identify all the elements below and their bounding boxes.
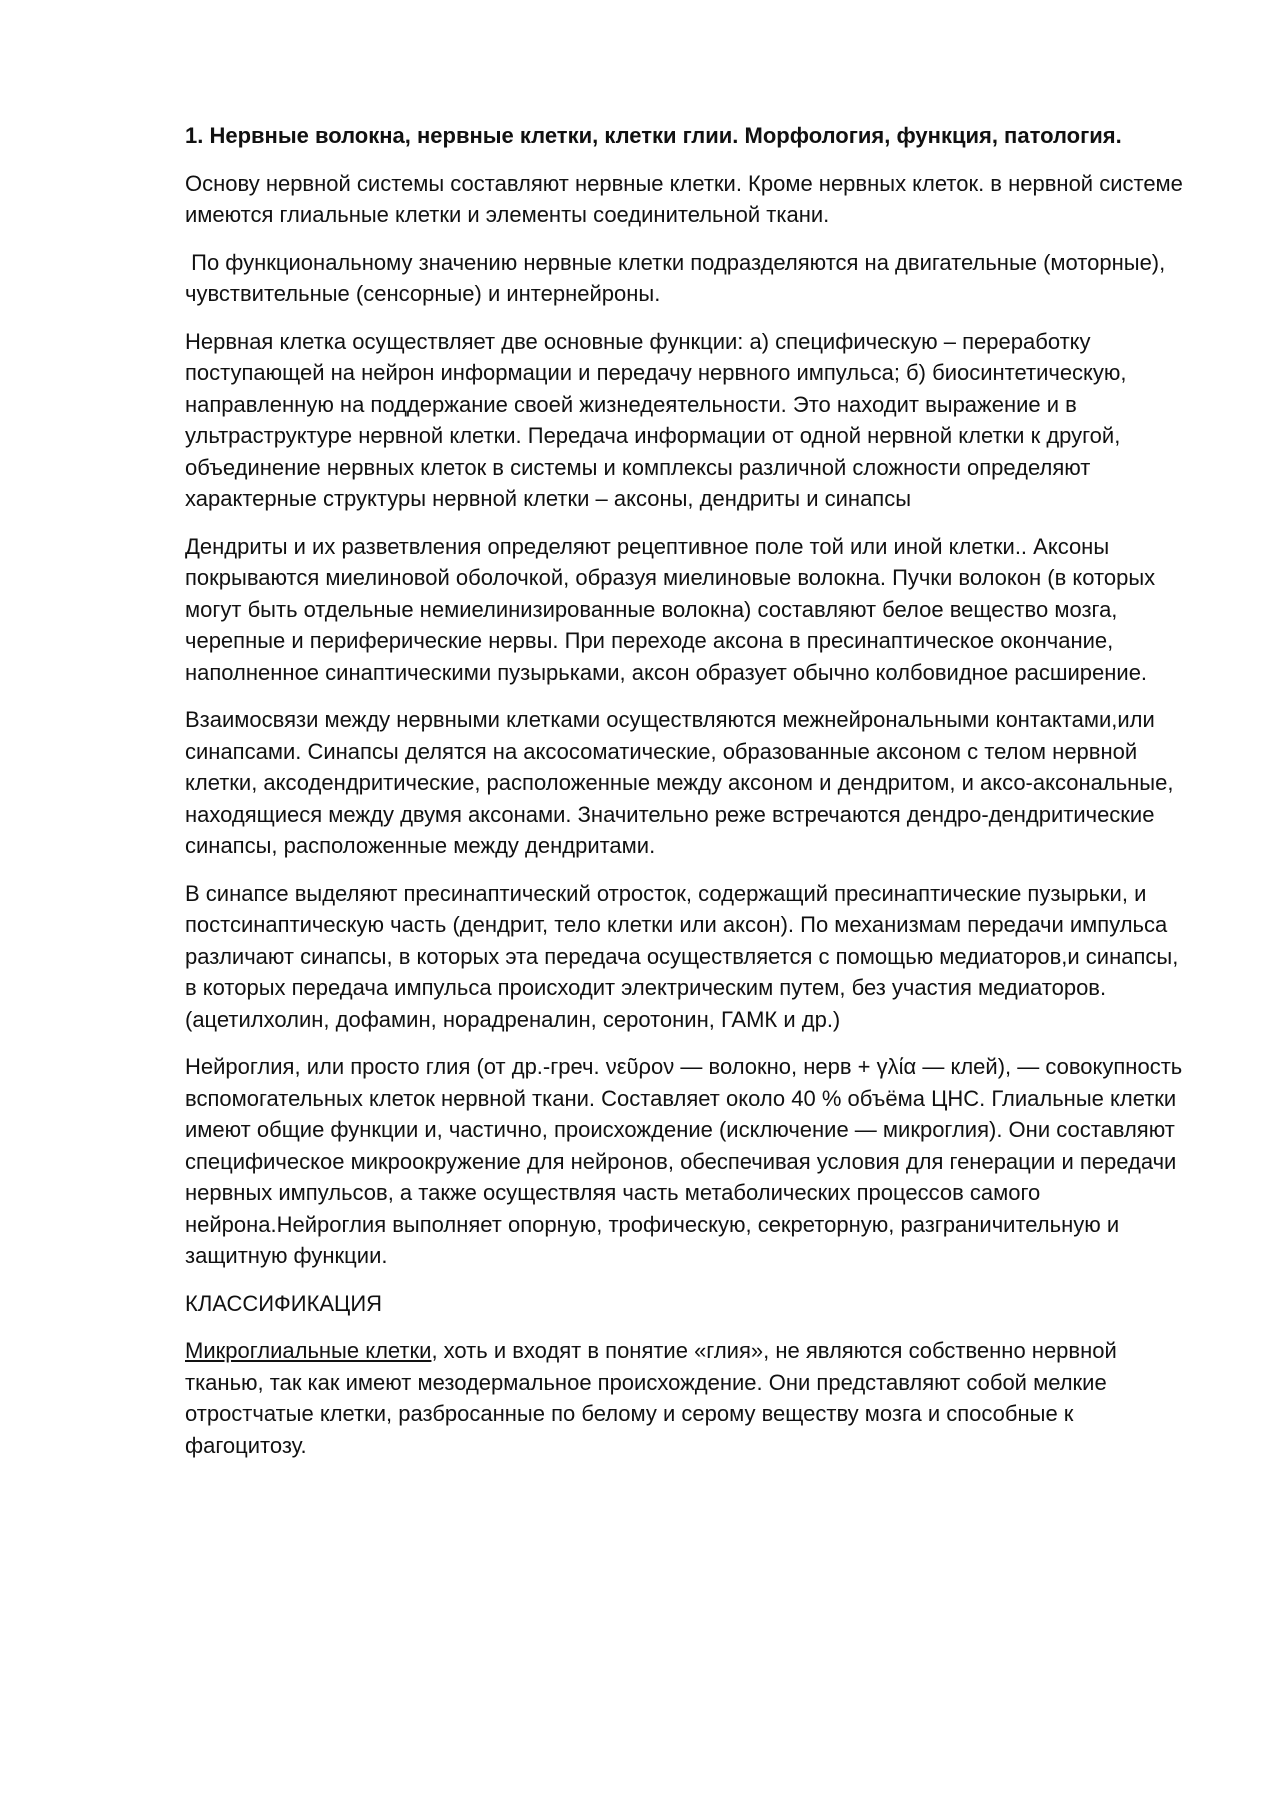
document-page (185, 120, 1195, 1477)
paragraph-functional-classification-text: По функциональному значению нервные клетки подразделяются на двигательные (моторные), чувствительные (сенсорные) и интернейроны. (185, 249, 1166, 306)
paragraph-microglia (185, 1335, 1195, 1461)
document-title: 1. Нервные волокна, нервные клетки, клетки глии. Морфология, функция, патология. (185, 123, 1122, 148)
paragraph-synapse-structure: В синапсе выделяют пресинаптический отросток, содержащий пресинаптические пузырьки, и постсинаптическую часть (дендрит, тело клетки или аксон). По механизмам передачи импульса различают синапсы, в которых эта передача осуществляется с помощью медиаторов,и синапсы, в которых передача импульса происходит электрическим путем, без участия медиаторов. (ацетилхолин, дофамин, норадреналин, серотонин, ГАМК и др.) (185, 880, 1179, 1032)
paragraph-neuroglia: Нейроглия, или просто глия (от др.-греч. νεῦρον — волокно, нерв + γλία — клей), — совокупность вспомогательных клеток нервной ткани. Составляет около 40 % объёма ЦНС. Глиальные клетки имеют общие функции и, частично, происхождение (исключение — микроглия). Они составляют специфическое микроокружение для нейронов, обеспечивая условия для генерации и передачи нервных импульсов, а также осуществляя часть метаболических процессов самого нейрона.Нейроглия выполняет опорную, трофическую, секреторную, разграничительную и защитную функции. (185, 1054, 1183, 1268)
paragraph-nervous-system: Основу нервной системы составляют нервные клетки. Кроме нервных клеток. в нервной системе имеются глиальные клетки и элементы соединительной ткани. (185, 170, 1183, 227)
paragraph-synapse-types: Взаимосвязи между нервными клетками осуществляются межнейрональными контактами,или синапсами. Синапсы делятся на аксосоматические, образованные аксоном с телом нервной клетки, аксодендритические, расположенные между аксоном и дендритом, и аксо-аксональные, находящиеся между двумя аксонами. Значительно реже встречаются дендро-дендритические синапсы, расположенные между дендритами. (185, 707, 1174, 858)
paragraph-neuron-functions: Нервная клетка осуществляет две основные функции: а) специфическую – переработку поступающей на нейрон информации и передачу нервного импульса; б) биосинтетическую, направленную на поддержание своей жизнедеятельности. Это находит выражение и в ультраструктуре нервной клетки. Передача информации от одной нервной клетки к другой, объединение нервных клеток в системы и комплексы различной сложности определяют характерные структуры нервной клетки – аксоны, дендриты и синапсы (185, 328, 1127, 511)
paragraph-dendrites-axons: Дендриты и их разветвления определяют рецептивное поле той или иной клетки.. Аксоны покрываются миелиновой оболочкой, образуя миелиновые волокна. Пучки волокон (в которых могут быть отдельные немиелинизированные волокна) составляют белое вещество мозга, черепные и периферические нервы. При переходе аксона в пресинаптическое окончание, наполненное синаптическими пузырьками, аксон образует обычно колбовидное расширение. (185, 533, 1156, 685)
classification-heading: КЛАССИФИКАЦИЯ (185, 1290, 383, 1316)
paragraph-functional-classification (185, 247, 1195, 310)
microglia-term: Микроглиальные клетки (185, 1338, 432, 1363)
microglia-text: , хоть и входят в понятие «глия», не являются собственно нервной тканью, так как имеют мезодермальное происхождение. Они представляют собой мелкие отростчатые клетки, разбросанные по белому и серому веществу мозга и способные к фагоцитозу. (185, 1338, 1117, 1458)
